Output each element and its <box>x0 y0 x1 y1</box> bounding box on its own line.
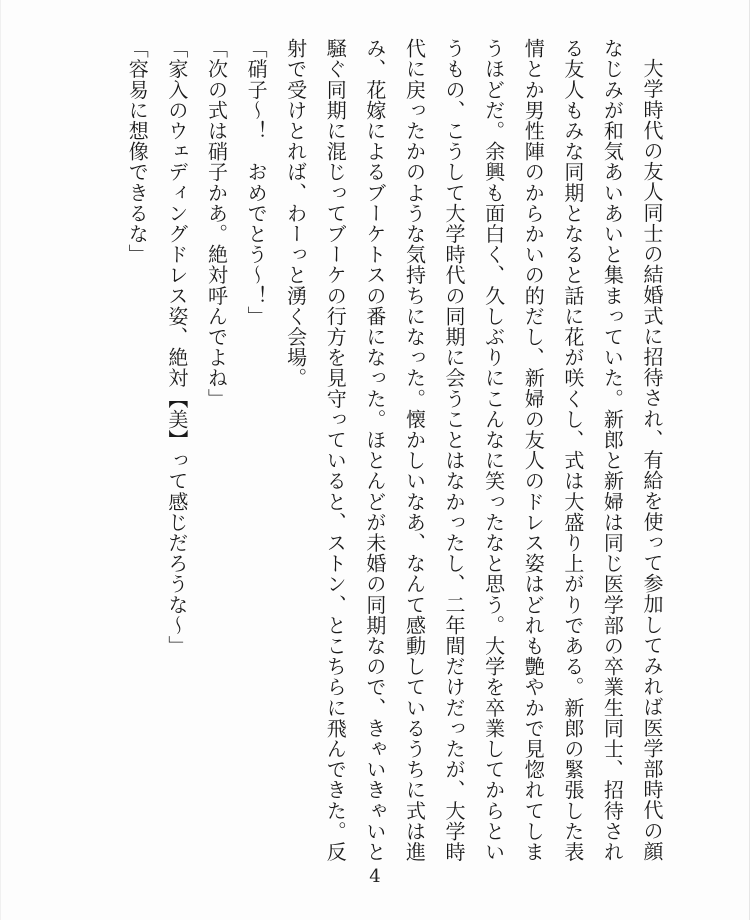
narrative-paragraph: 大学時代の友人同士の結婚式に招待され、有給を使って参加してみれば医学部時代の顔なじみが和気あいあいと集まっていた。新郎と新婦は同じ医学部の卒業生同士、招待される友人もみな同期となると話に花が咲くし、式は大盛り上がりである。新郎の緊張した表情とか男性陣のからかいの的だし、新婦の友人のドレス姿はどれも艶やかで見惚れてしまうほどだ。余興も面白く、久しぶりにこんなに笑ったなと思う。大学を卒業してからというもの、こうして大学時代の同期に会うことはなかったし、二年間だけだったが、大学時代に戻ったかのような気持ちになった。懐かしいなあ、なんて感動しているうちに式は進み、花嫁によるブーケトスの番になった。ほとんどが未婚の同期なので、きゃいきゃいと騒ぐ同期に混じってブーケの行方を見守っていると、ストン、とこちらに飛んできた。反射で受けとれば、わーっと湧く会場。 <box>283 38 664 862</box>
dialogue-line-2: 「次の式は硝子かあ。絶対呼んでよね」 <box>204 38 229 409</box>
vertical-body-text <box>71 38 671 878</box>
dialogue-line-4: 「容易に想像できるな」 <box>125 38 150 265</box>
page-number: 4 <box>369 866 381 887</box>
dialogue-line-1: 「硝子〜！ おめでとう〜！」 <box>244 38 269 327</box>
dialogue-line-3: 「家入のウェディングドレス姿、絶対【美】って感じだろうな〜」 <box>164 38 189 656</box>
